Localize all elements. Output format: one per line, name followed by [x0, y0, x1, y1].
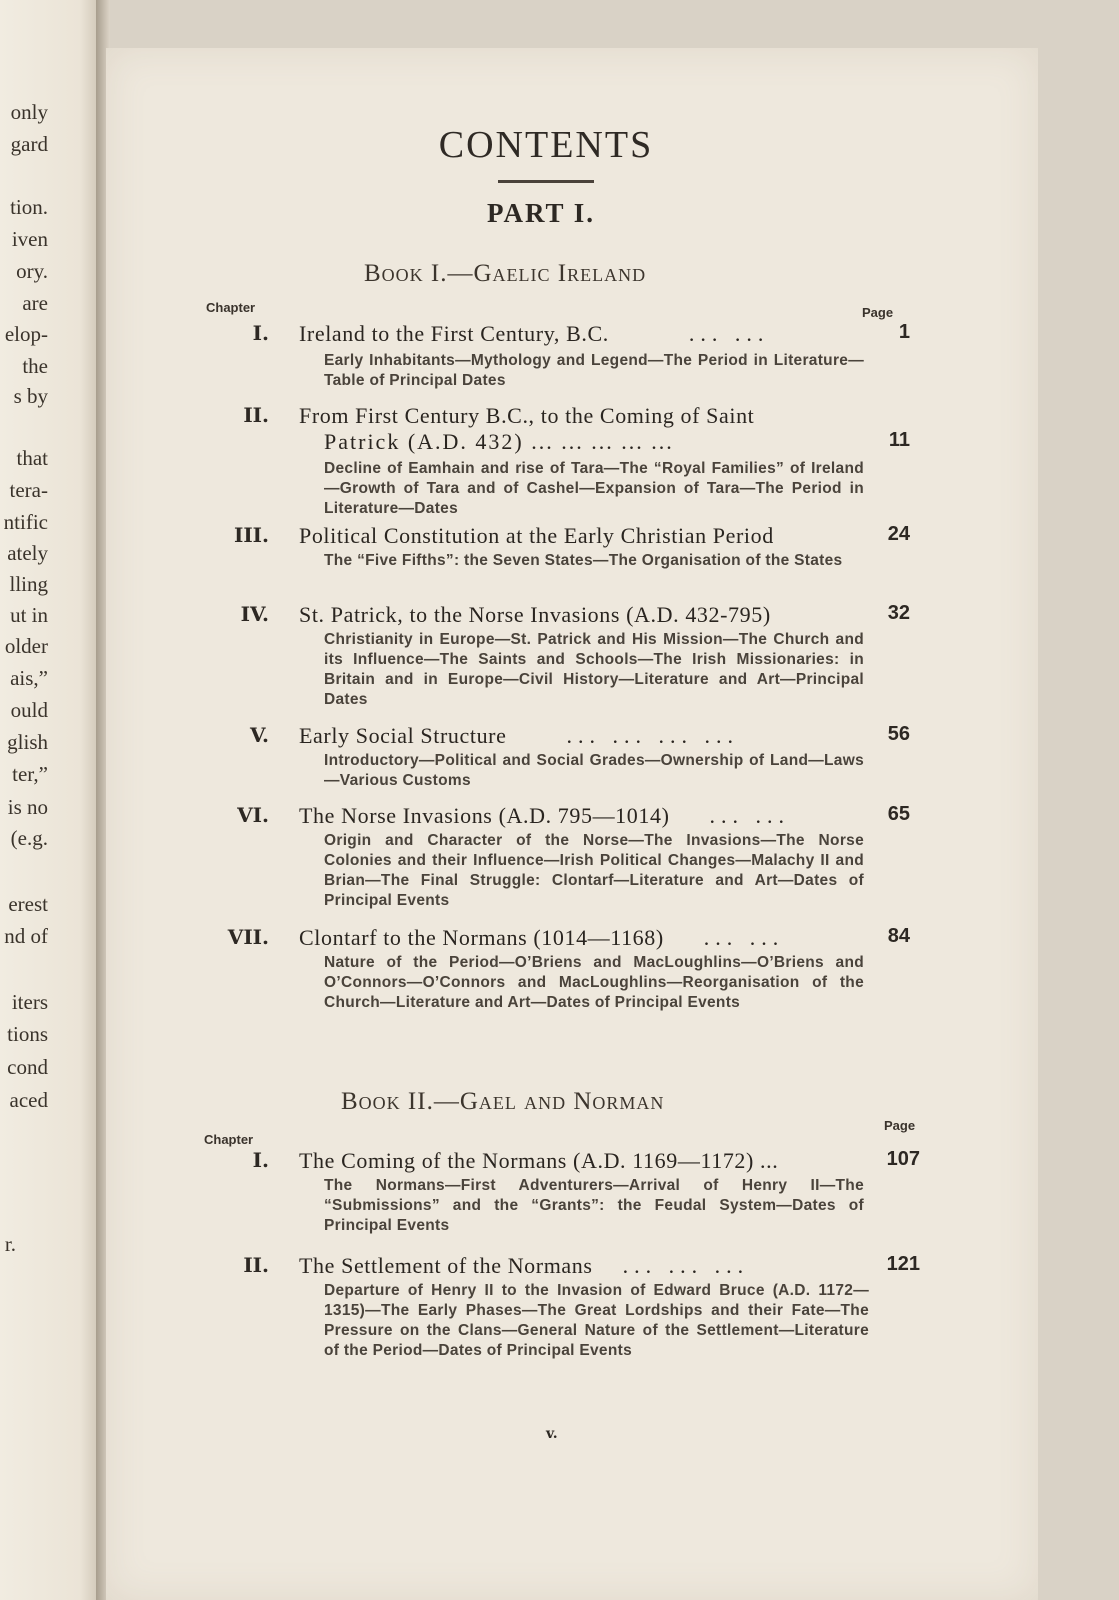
prev-page-line: (e.g. [10, 826, 48, 850]
chapter-title: Political Constitution at the Early Christian Period [299, 523, 774, 548]
chapter-description: Nature of the Period—O’Briens and MacLoughlins—O’Briens and O’Connors—O’Connors and MacLoughlins—Reorganisation of the Church—Literature and Art—Dates of Principal Events [324, 954, 864, 1011]
chapter-number: I. [252, 321, 269, 345]
page-number: 32 [887, 602, 910, 624]
prev-page-line: is no [7, 795, 48, 819]
chapter-title: Early Social Structure ... ... ... ... [299, 723, 739, 748]
chapter-description: Early Inhabitants—Mythology and Legend—The Period in Literature—Table of Principal Dates [324, 352, 864, 389]
page-number: 1 [898, 321, 910, 343]
prev-page-line: are [22, 291, 48, 315]
page-number: 56 [887, 723, 910, 745]
prev-page-line: ould [10, 698, 48, 722]
page-number: 11 [888, 429, 910, 451]
prev-page-line: ut in [10, 603, 48, 627]
chapter-title: The Norse Invasions (A.D. 795—1014) ... ... [299, 803, 790, 828]
prev-page-line: glish [7, 730, 48, 754]
prev-page-line: lling [9, 572, 48, 596]
chapter-number: II. [243, 1253, 269, 1277]
prev-page-line: erest [8, 892, 48, 916]
chapter-description: Decline of Eamhain and rise of Tara—The “Royal Families” of Ireland—Growth of Tara and of Cashel—Expansion of Tara—The Period in Literature—Dates [324, 460, 864, 517]
page-column-label: Page [884, 1118, 916, 1133]
chapter-column-label: Chapter [206, 300, 256, 315]
prev-page-line: ter,” [12, 762, 48, 786]
book-heading: Book II.—Gael and Norman [341, 1088, 665, 1115]
prev-page-line: the [22, 354, 48, 378]
page-number: 24 [887, 523, 910, 545]
chapter-title: From First Century B.C., to the Coming of Saint [299, 403, 755, 428]
prev-page-line: aced [9, 1088, 48, 1112]
chapter-description: The “Five Fifths”: the Seven States—The Organisation of the States [324, 552, 843, 569]
prev-page-line: elop- [4, 322, 48, 346]
book-heading: Book I.—Gaelic Ireland [364, 260, 647, 287]
prev-page-line: iven [11, 227, 48, 251]
prev-page-line: ntific [3, 510, 48, 534]
prev-page-line: ais,” [10, 666, 48, 690]
prev-page-line: ately [7, 541, 48, 565]
prev-page-line: that [16, 446, 48, 470]
chapter-title: The Settlement of the Normans ... ... ... [299, 1253, 750, 1278]
chapter-title: Ireland to the First Century, B.C. ... ... [299, 321, 770, 346]
chapter-title: St. Patrick, to the Norse Invasions (A.D. 432-795) [299, 602, 771, 627]
chapter-description: Origin and Character of the Norse—The Invasions—The Norse Colonies and their Influence—Irish Political Changes—Malachy II and Brian—The Final Struggle: Clontarf—Literature and Art—Dates of Principal Events [324, 832, 864, 909]
prev-page-line: ory. [16, 259, 48, 283]
chapter-number: IV. [240, 602, 269, 626]
chapter-title: The Coming of the Normans (A.D. 1169—1172) ... [299, 1148, 779, 1173]
chapter-description: The Normans—First Adventurers—Arrival of Henry II—The “Submissions” and the “Grants”: the Feudal System—Dates of Principal Events [324, 1177, 864, 1234]
page-number: 84 [887, 925, 910, 947]
chapter-column-label: Chapter [204, 1132, 254, 1147]
folio-number: v. [546, 1426, 558, 1442]
title-divider [498, 180, 594, 183]
prev-page-line: tions [7, 1022, 48, 1046]
page-number: 107 [886, 1148, 920, 1170]
contents-page [106, 48, 1038, 1600]
chapter-number: VII. [227, 925, 269, 949]
chapter-number: I. [252, 1148, 269, 1172]
chapter-number: V. [250, 723, 269, 747]
page-number: 121 [886, 1253, 920, 1275]
page-title: CONTENTS [438, 124, 654, 166]
chapter-number: III. [233, 523, 269, 547]
previous-page [0, 0, 100, 1600]
chapter-number: VI. [237, 803, 269, 827]
chapter-title: Clontarf to the Normans (1014—1168) ... ... [299, 925, 785, 950]
chapter-description: Departure of Henry II to the Invasion of Edward Bruce (A.D. 1172—1315)—The Early Phases—The Great Lordships and their Fate—The Pressure on the Clans—General Nature of the Settlement—Literature of the Period—Dates of Principal Events [324, 1282, 869, 1359]
chapter-description: Christianity in Europe—St. Patrick and His Mission—The Church and its Influence—The Saints and Schools—The Irish Missionaries: in Britain and in Europe—Civil History—Literature and Art—Principal Dates [324, 631, 864, 708]
chapter-number: II. [243, 403, 269, 427]
page-column-label: Page [862, 305, 894, 320]
prev-page-line: s by [13, 384, 48, 408]
prev-page-line: nd of [4, 924, 48, 948]
prev-page-line: tion. [10, 195, 48, 219]
part-heading: PART I. [486, 198, 596, 228]
chapter-title-line: Patrick (A.D. 432) ... ... ... ... ... [324, 429, 674, 454]
prev-page-line: r. [4, 1232, 16, 1256]
prev-page-line: iters [11, 990, 48, 1014]
prev-page-line: tera- [9, 478, 48, 502]
prev-page-line: cond [7, 1055, 48, 1079]
prev-page-line: only [10, 100, 48, 124]
chapter-description: Introductory—Political and Social Grades—Ownership of Land—Laws—Various Customs [324, 752, 864, 789]
prev-page-line: older [4, 634, 48, 658]
page-number: 65 [887, 803, 910, 825]
prev-page-line: gard [10, 132, 48, 156]
